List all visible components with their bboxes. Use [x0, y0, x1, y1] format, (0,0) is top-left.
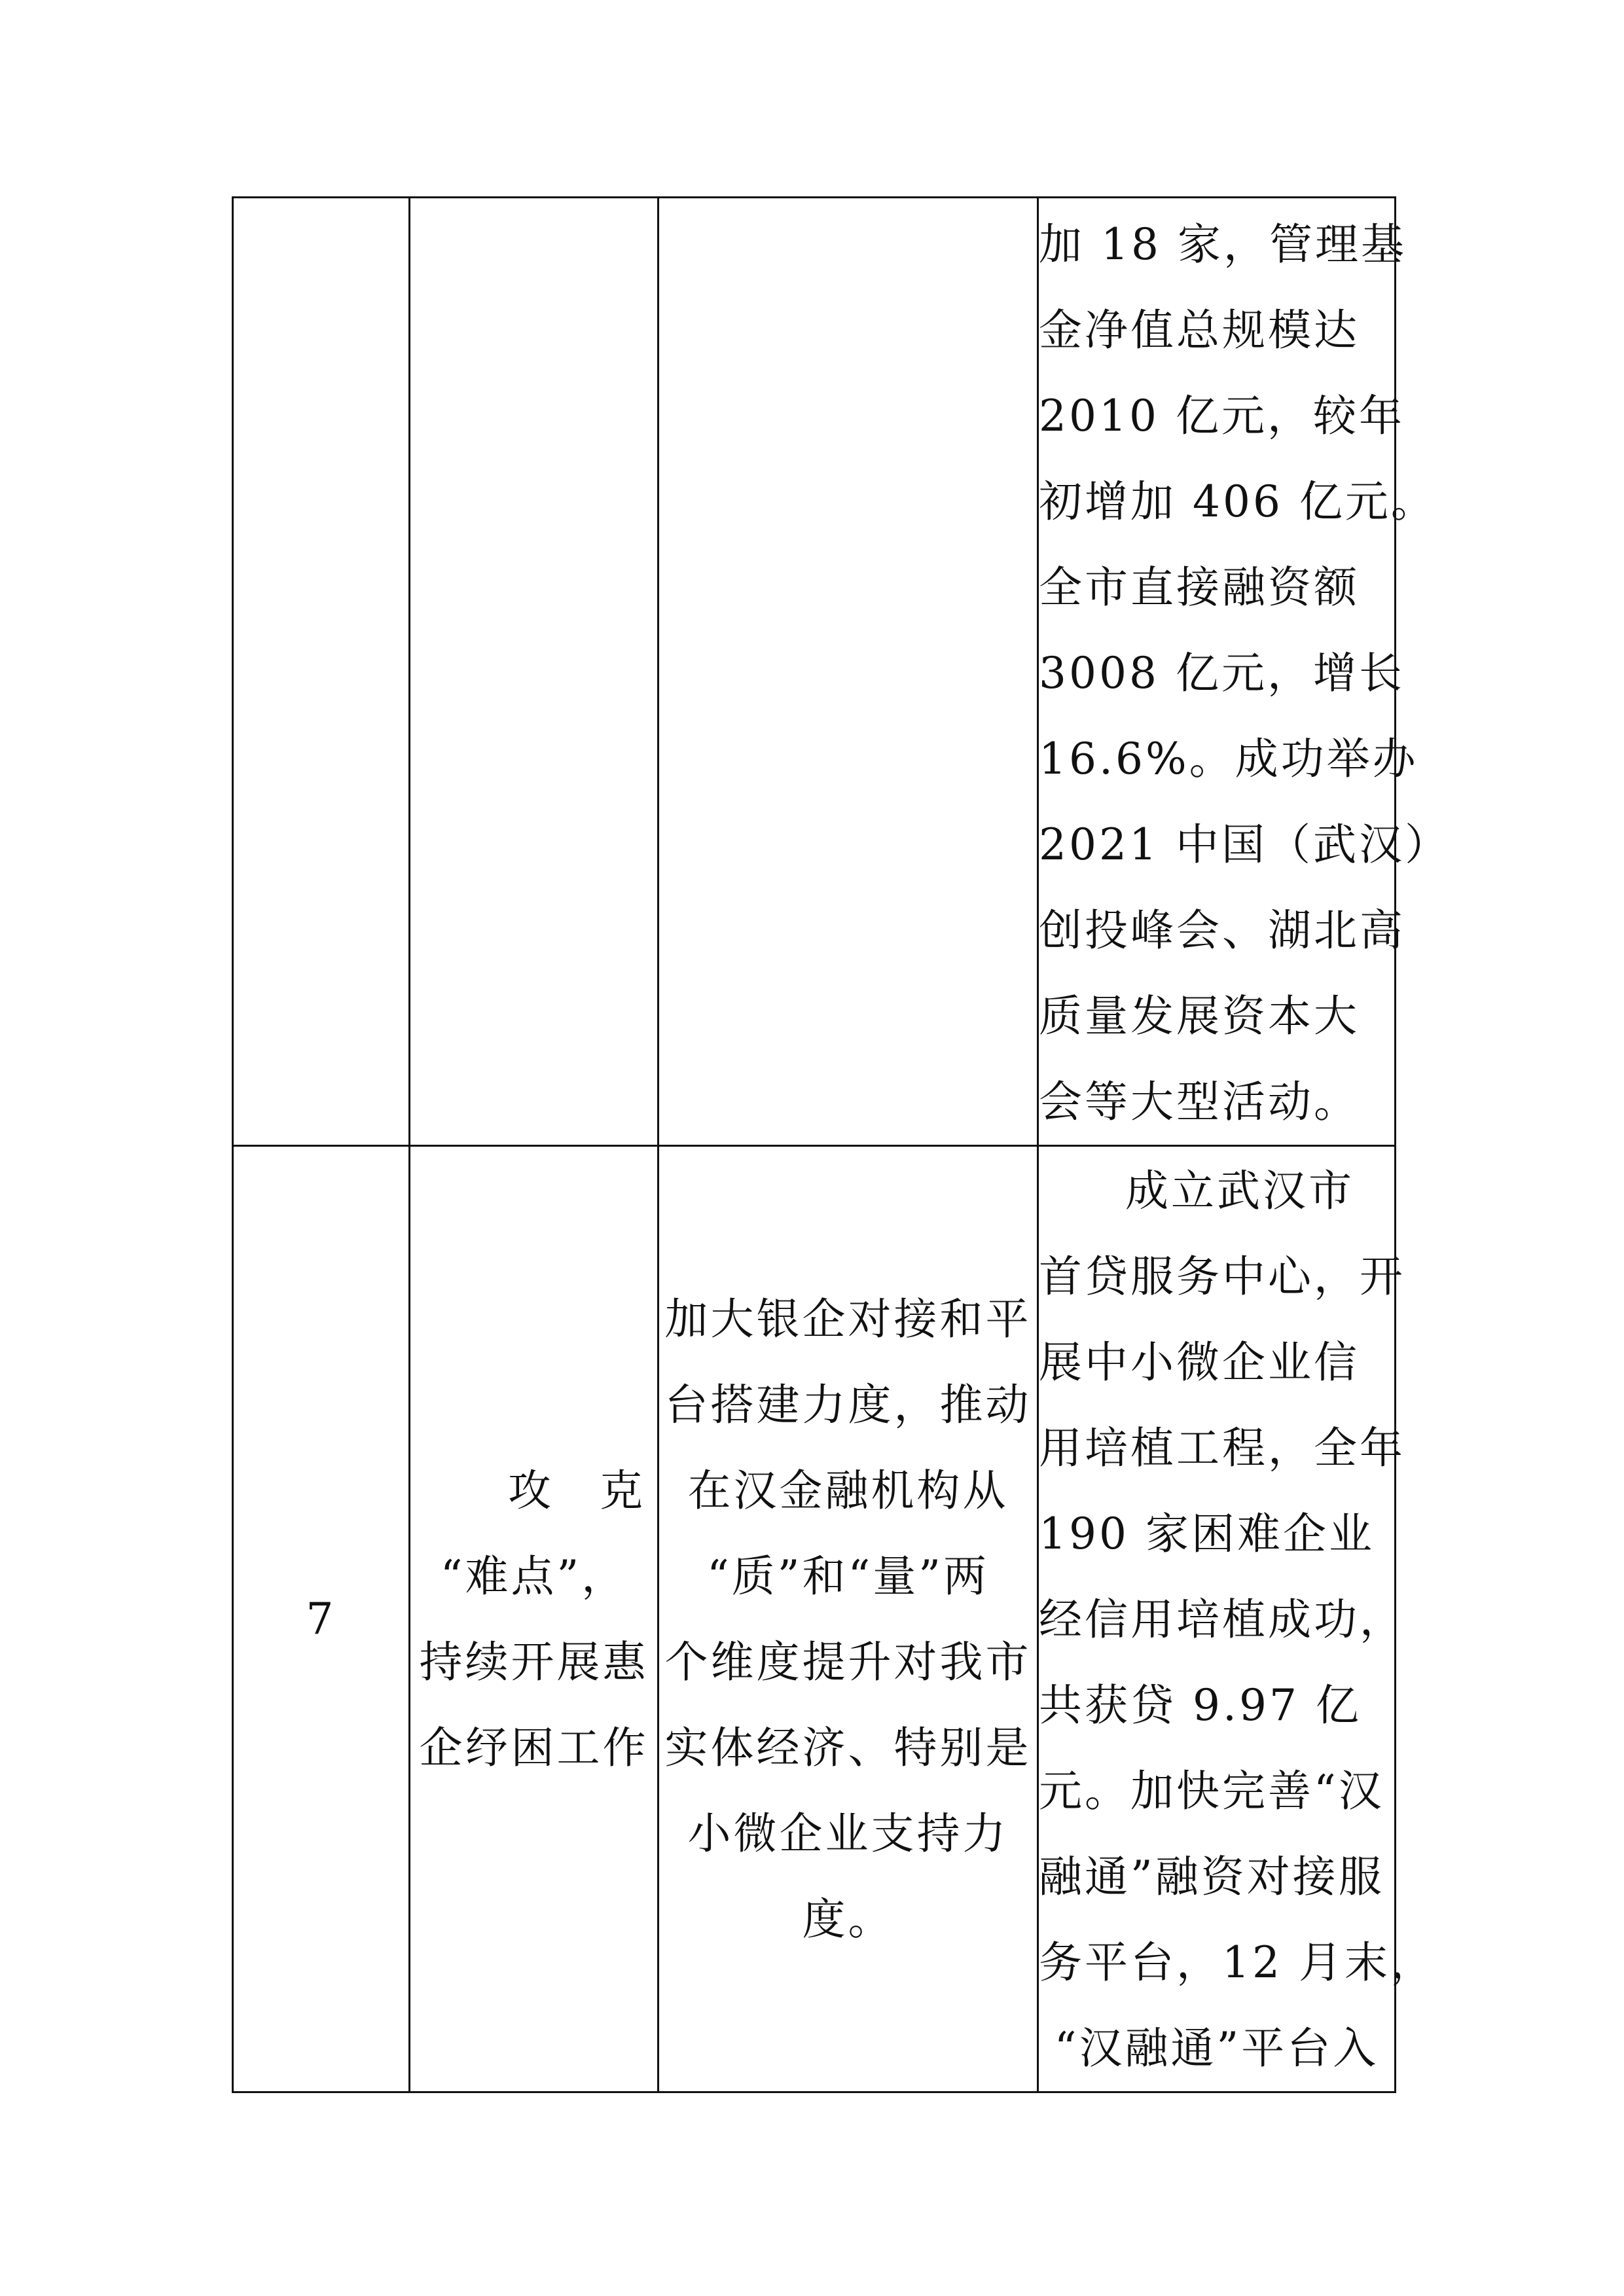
progress-line: 初增加 406 亿元。 — [1039, 476, 1437, 527]
row-number-cell — [233, 198, 410, 1146]
progress-line: 2010 亿元，较年 — [1039, 391, 1405, 441]
measure-line: 实体经济、特别是 — [664, 1722, 1032, 1773]
task-line: 持续开展惠 — [419, 1636, 649, 1687]
measure-line: 个维度提升对我市 — [664, 1636, 1032, 1687]
progress-line: 务平台，12 月末， — [1039, 1937, 1436, 1988]
task-line: “难点”， — [440, 1551, 628, 1602]
measure-line: 台搭建力度，推动 — [664, 1379, 1032, 1430]
progress-line: 3008 亿元，增长 — [1039, 648, 1405, 698]
row-number-cell — [233, 1146, 410, 2092]
progress-line: 用培植工程，全年 — [1039, 1423, 1405, 1473]
measure-line: 在汉金融机构从 — [687, 1465, 1009, 1516]
progress-line: 元。加快完善“汉 — [1039, 1766, 1384, 1816]
measure-line: 小微企业支持力 — [687, 1808, 1009, 1859]
task-cell — [410, 198, 659, 1146]
progress-line: 成立武汉市 — [1125, 1166, 1354, 1216]
progress-line: 金净值总规模达 — [1039, 305, 1360, 355]
progress-line: 经信用培植成功， — [1039, 1594, 1405, 1645]
policy-progress-table — [232, 196, 1451, 2093]
progress-line: 创投峰会、湖北高 — [1039, 905, 1405, 956]
table-row — [233, 198, 1396, 1146]
progress-line: 融通”融资对接服 — [1039, 1852, 1384, 1902]
progress-cell — [1038, 1146, 1436, 2092]
progress-line: 共获贷 9.97 亿 — [1039, 1680, 1362, 1731]
progress-line: 首贷服务中心，开 — [1039, 1251, 1405, 1302]
progress-cell — [1038, 198, 1451, 1146]
task-line: 企纾困工作 — [419, 1722, 649, 1773]
measure-cell — [659, 198, 1038, 1146]
progress-line: 质量发展资本大 — [1039, 991, 1360, 1041]
measure-line: 度。 — [802, 1893, 894, 1945]
progress-line: “汉融通”平台入 — [1054, 2023, 1379, 2073]
task-line: 攻 克 — [508, 1465, 645, 1516]
measure-cell — [659, 1146, 1038, 2092]
measure-line: “质”和“量”两 — [707, 1551, 989, 1602]
progress-line: 16.6%。成功举办 — [1039, 734, 1418, 784]
progress-line: 会等大型活动。 — [1039, 1077, 1360, 1127]
measure-line: 加大银企对接和平 — [664, 1293, 1032, 1344]
table-row — [233, 1146, 1396, 2092]
progress-line: 190 家困难企业 — [1039, 1509, 1375, 1559]
progress-line: 加 18 家，管理基 — [1039, 219, 1407, 270]
progress-line: 展中小微企业信 — [1039, 1337, 1360, 1388]
progress-line: 2021 中国（武汉） — [1039, 819, 1451, 870]
row-number: 7 — [306, 1594, 336, 1644]
progress-line: 全市直接融资额 — [1039, 562, 1360, 613]
task-cell — [410, 1146, 659, 2092]
